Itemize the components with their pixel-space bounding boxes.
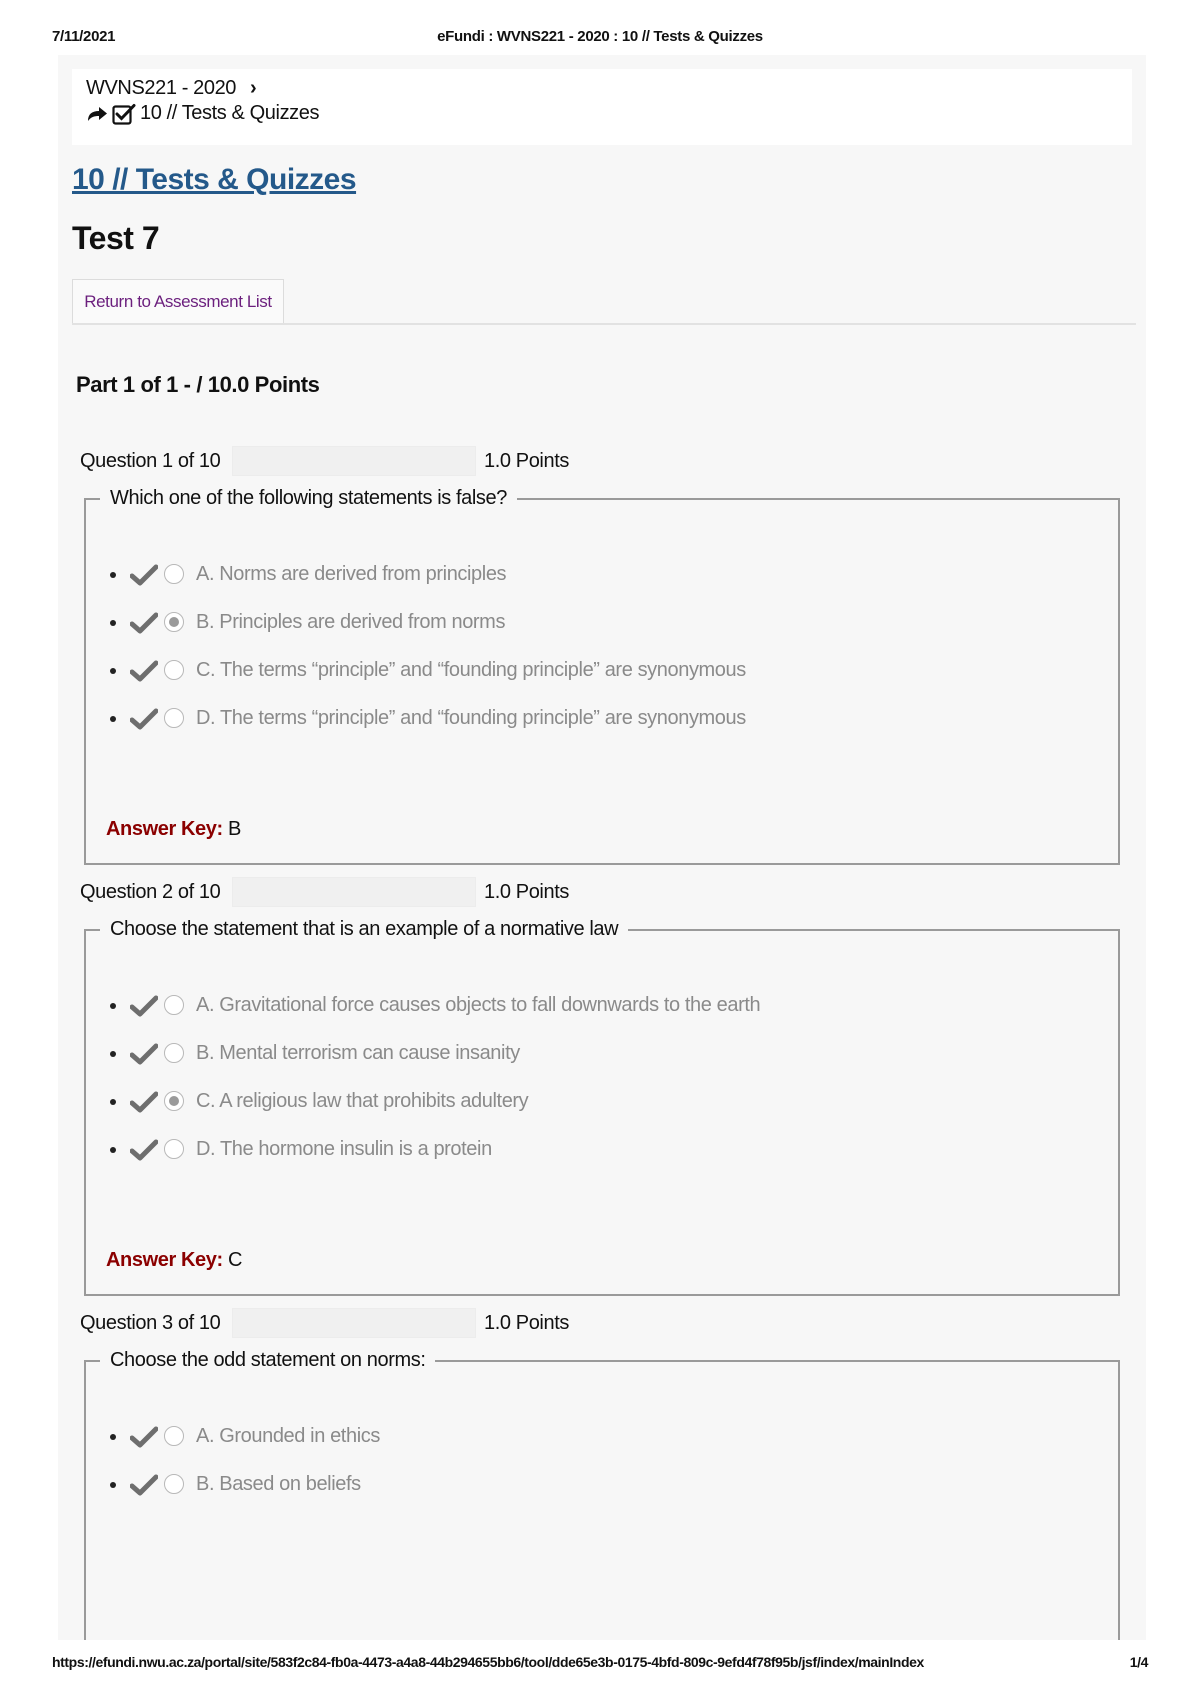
answer-key-label: Answer Key:: [106, 1249, 223, 1271]
answer-option: [86, 656, 986, 686]
question-points: 1.0 Points: [484, 881, 569, 903]
checkmark-icon: [130, 995, 158, 1017]
answer-key-value: C: [227, 1249, 242, 1271]
checkmark-icon: [130, 1091, 158, 1113]
page-content: [58, 55, 1146, 1640]
score-field: [232, 1308, 476, 1338]
question-box: [84, 487, 1120, 865]
checkmark-icon: [130, 660, 158, 682]
bullet: [110, 572, 116, 578]
answer-radio[interactable]: [164, 1474, 184, 1494]
answer-text: A. Norms are derived from principles: [196, 563, 507, 585]
bullet: [110, 668, 116, 674]
bullet: [110, 1434, 116, 1440]
question-prompt: Which one of the following statements is false?: [100, 487, 517, 510]
page-title: Test 7: [72, 220, 160, 256]
answer-key-value: B: [227, 818, 241, 840]
question-number: Question 1 of 10: [80, 450, 221, 472]
bullet: [110, 1482, 116, 1488]
answer-radio[interactable]: [164, 660, 184, 680]
answer-radio[interactable]: [164, 1139, 184, 1159]
score-field: [232, 446, 476, 476]
score-field: [232, 877, 476, 907]
checkmark-icon: [130, 1043, 158, 1065]
bullet: [110, 1147, 116, 1153]
answer-text: A. Grounded in ethics: [196, 1425, 380, 1447]
question-prompt: Choose the odd statement on norms:: [100, 1349, 435, 1372]
question-points: 1.0 Points: [484, 450, 569, 472]
answer-option: [86, 1422, 986, 1452]
checkmark-icon: [130, 612, 158, 634]
answer-option: [86, 1135, 986, 1165]
breadcrumb-tool-label[interactable]: 10 // Tests & Quizzes: [140, 102, 320, 124]
answer-radio[interactable]: [164, 708, 184, 728]
answer-text: B. Based on beliefs: [196, 1473, 361, 1495]
answer-option: [86, 560, 986, 590]
bullet: [110, 716, 116, 722]
answer-text: C. A religious law that prohibits adultery: [196, 1090, 529, 1112]
return-to-assessment-list-link[interactable]: Return to Assessment List: [72, 279, 284, 323]
checkmark-icon: [130, 564, 158, 586]
print-url: https://efundi.nwu.ac.za/portal/site/583f2c84-fb0a-4473-a4a8-44b294655bb6/tool/dde65e3b-0175-4bfd-809c-9efd4f78f95b/jsf/index/mainIndex: [52, 1654, 924, 1670]
checkbox-icon: [112, 103, 136, 125]
question-points: 1.0 Points: [484, 1312, 569, 1334]
question-number: Question 3 of 10: [80, 1312, 221, 1334]
answer-radio[interactable]: [164, 1043, 184, 1063]
checkmark-icon: [130, 708, 158, 730]
print-footer: [52, 1654, 1148, 1676]
breadcrumb: [72, 69, 1132, 145]
answer-text: B. Mental terrorism can cause insanity: [196, 1042, 520, 1064]
checkmark-icon: [130, 1474, 158, 1496]
answer-option: [86, 1470, 986, 1500]
checkmark-icon: [130, 1139, 158, 1161]
print-page-number: 1/4: [1129, 1654, 1148, 1670]
breadcrumb-site[interactable]: [86, 77, 256, 100]
tab-divider: [72, 323, 1136, 325]
question-box: [84, 1349, 1120, 1640]
share-arrow-icon: [86, 105, 108, 123]
answer-option: [86, 1087, 986, 1117]
question-prompt: Choose the statement that is an example of a normative law: [100, 918, 628, 941]
answer-text: B. Principles are derived from norms: [196, 611, 506, 633]
answer-radio[interactable]: [164, 995, 184, 1015]
answer-text: D. The terms “principle” and “founding principle” are synonymous: [196, 707, 746, 729]
answer-option: [86, 608, 986, 638]
answer-text: C. The terms “principle” and “founding principle” are synonymous: [196, 659, 746, 681]
checkmark-icon: [130, 1426, 158, 1448]
answer-key: [106, 1249, 242, 1272]
answer-text: D. The hormone insulin is a protein: [196, 1138, 492, 1160]
question-number: Question 2 of 10: [80, 881, 221, 903]
answer-text: A. Gravitational force causes objects to fall downwards to the earth: [196, 994, 761, 1016]
answer-key: [106, 818, 241, 841]
answer-option: [86, 991, 986, 1021]
bullet: [110, 1099, 116, 1105]
breadcrumb-site-label[interactable]: WVNS221 - 2020: [86, 77, 237, 99]
answer-option: [86, 704, 986, 734]
bullet: [110, 1003, 116, 1009]
question-box: [84, 918, 1120, 1296]
answer-radio-selected[interactable]: [164, 1091, 184, 1111]
answer-radio[interactable]: [164, 564, 184, 584]
answer-key-label: Answer Key:: [106, 818, 223, 840]
breadcrumb-tool[interactable]: [86, 102, 319, 125]
bullet: [110, 620, 116, 626]
tool-title-link[interactable]: 10 // Tests & Quizzes: [72, 163, 357, 196]
answer-radio-selected[interactable]: [164, 612, 184, 632]
print-title: eFundi : WVNS221 - 2020 : 10 // Tests & Quizzes: [437, 28, 763, 45]
print-header: [52, 28, 1148, 50]
print-date: 7/11/2021: [52, 28, 116, 45]
part-title: Part 1 of 1 - / 10.0 Points: [76, 372, 320, 397]
bullet: [110, 1051, 116, 1057]
answer-option: [86, 1039, 986, 1069]
chevron-right-icon: ›: [250, 77, 257, 99]
answer-radio[interactable]: [164, 1426, 184, 1446]
